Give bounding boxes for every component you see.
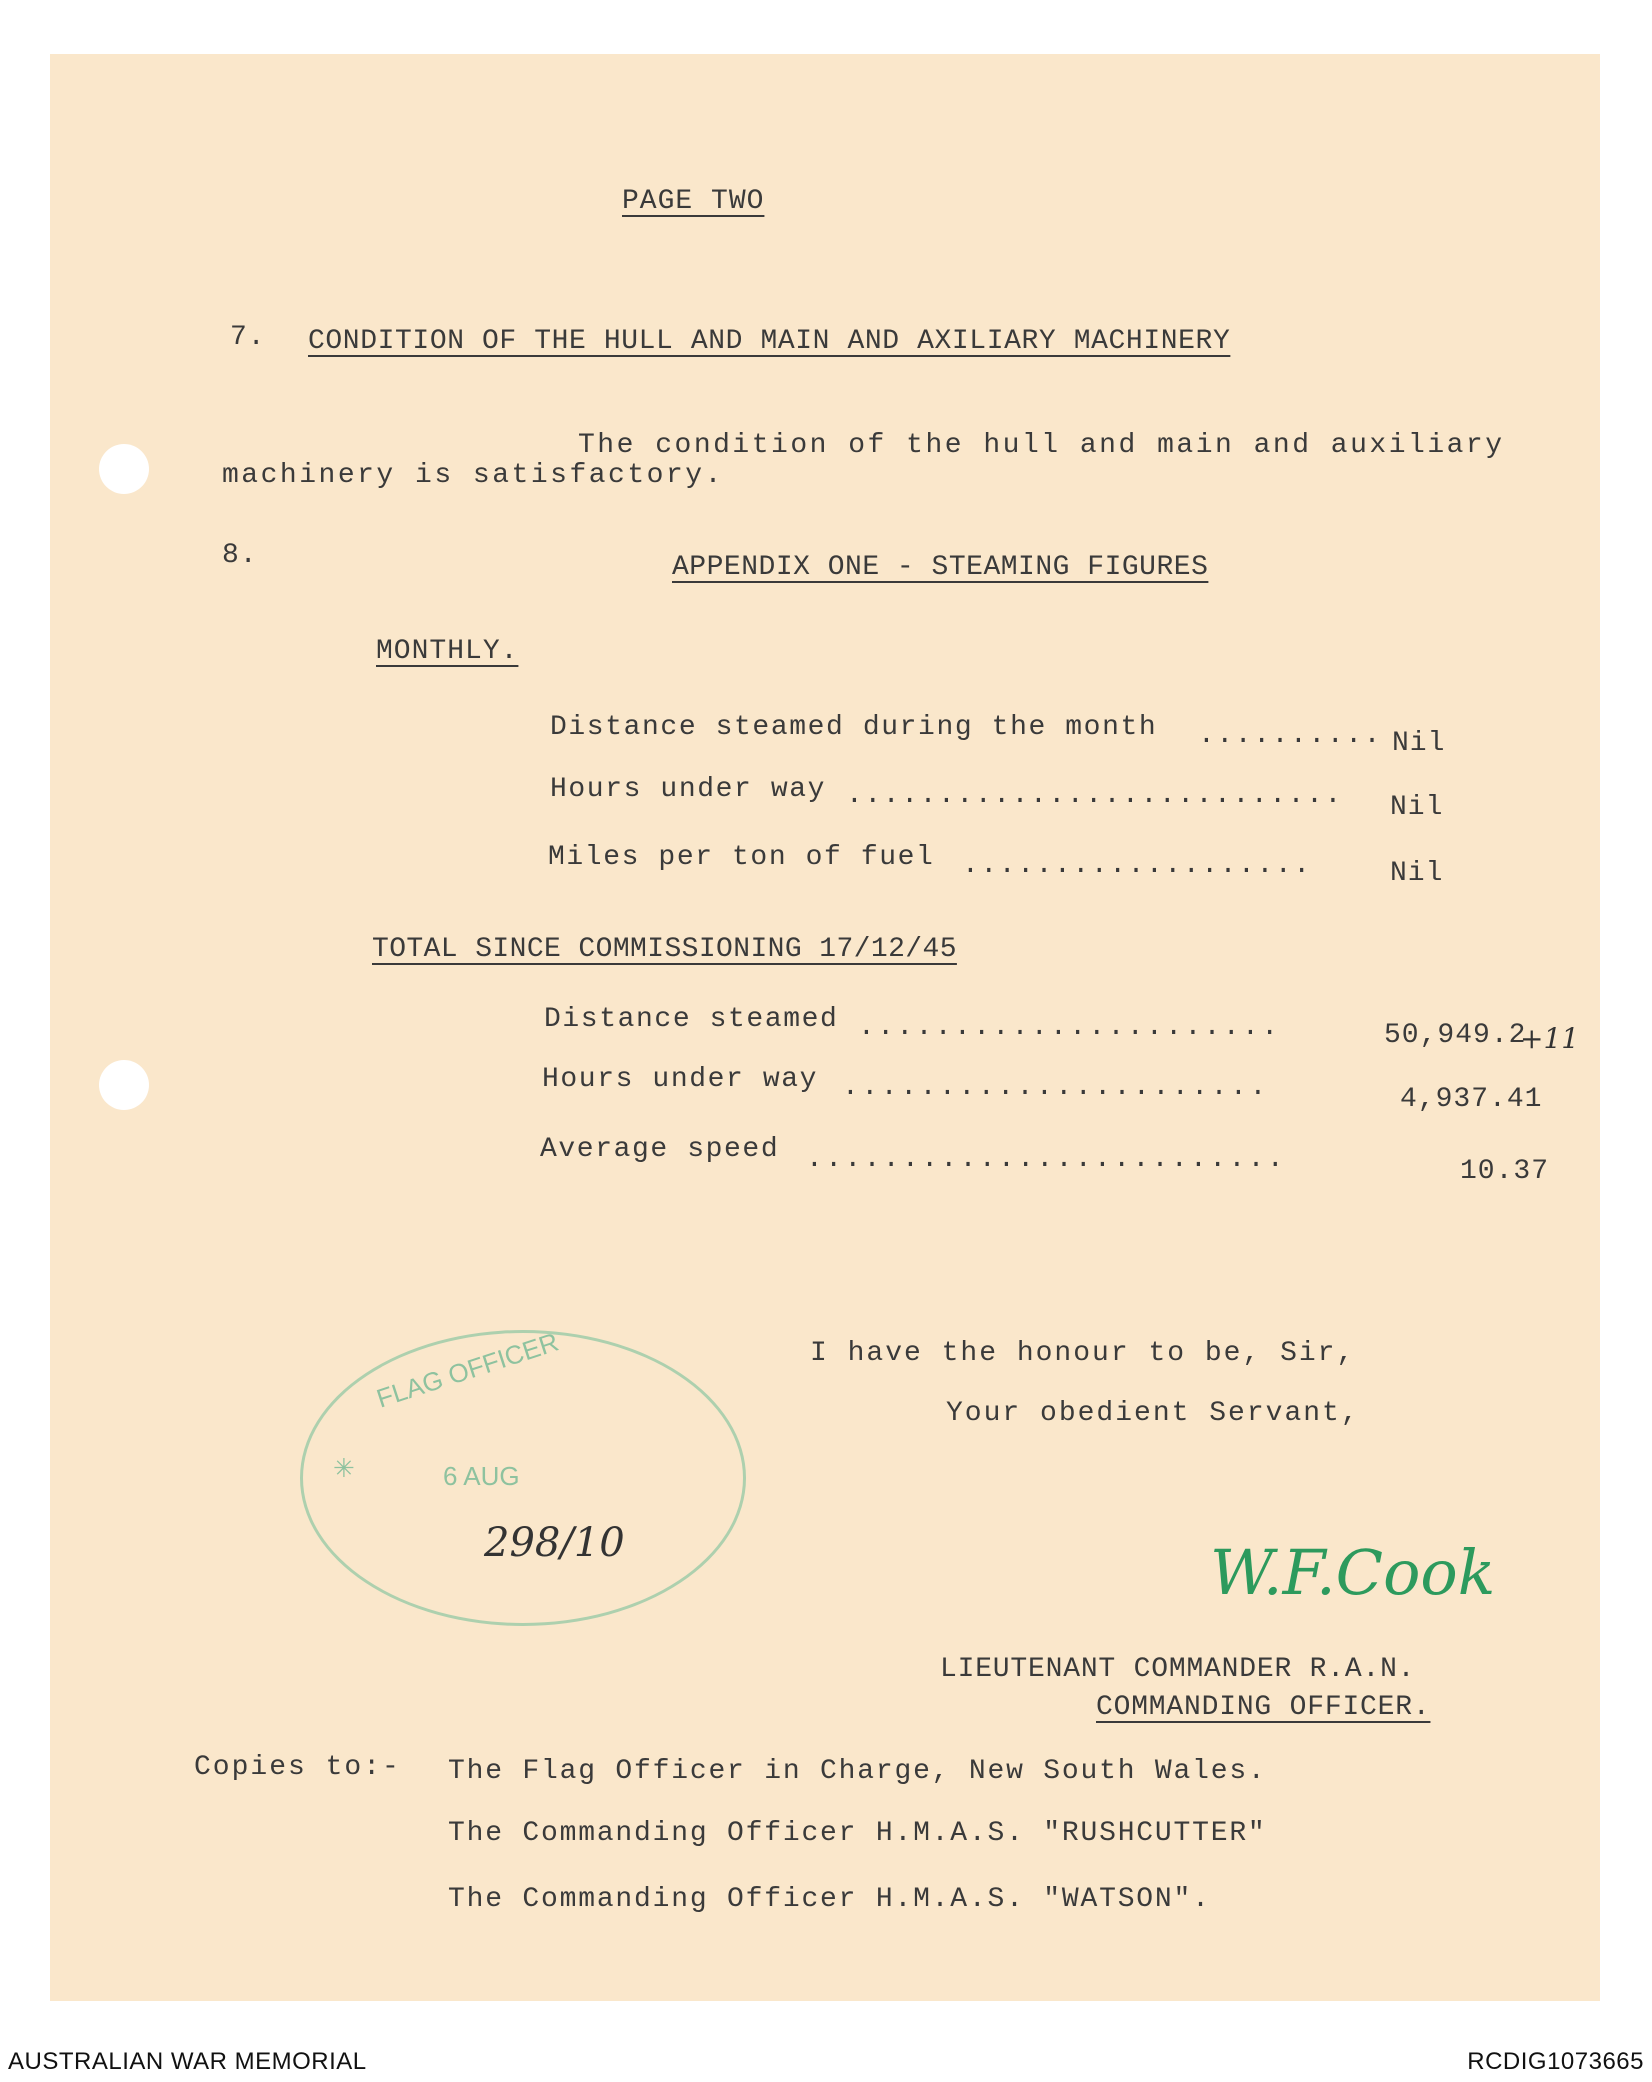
total-row-dots: ...................... [842,1072,1269,1103]
signature: W.F.Cook [1210,1536,1496,1609]
monthly-row-dots: ................... [962,850,1312,881]
monthly-title: MONTHLY. [376,636,519,667]
stamp-date: 6 AUG [443,1461,520,1491]
total-row-value: 4,937.41 [1400,1084,1543,1115]
footer-source: AUSTRALIAN WAR MEMORIAL [8,2048,367,2075]
total-row-label: Average speed [540,1134,780,1165]
copies-recipient: The Commanding Officer H.M.A.S. "RUSHCUTTER" [448,1818,1267,1849]
stamp-star: ✳ [333,1453,355,1483]
received-stamp [300,1326,746,1626]
total-row-value: 50,949.2 [1384,1020,1527,1051]
section-7-body-line1: The condition of the hull and main and auxiliary [578,430,1505,461]
monthly-row-value: Nil [1390,792,1444,823]
total-row-label: Distance steamed [544,1004,839,1035]
copies-recipient: The Commanding Officer H.M.A.S. "WATSON". [448,1884,1211,1915]
stamp-text: FLAG OFFICER [372,1326,563,1414]
copies-label: Copies to:- [194,1752,401,1783]
section-7-heading: CONDITION OF THE HULL AND MAIN AND AXILIARY MACHINERY [308,326,1231,357]
footer-id: RCDIG1073665 [1467,2048,1644,2075]
monthly-row-label: Hours under way [550,774,827,805]
section-7-body-line2: machinery is satisfactory. [222,460,724,491]
punch-hole-top [99,444,149,494]
signatory-role: COMMANDING OFFICER. [1096,1692,1431,1723]
total-title: TOTAL SINCE COMMISSIONING 17/12/45 [372,934,957,965]
distance-handwritten-annotation: +11 [1520,1022,1580,1055]
total-row-value: 10.37 [1460,1156,1550,1187]
monthly-row-value: Nil [1390,858,1444,889]
signatory-rank: LIEUTENANT COMMANDER R.A.N. [940,1654,1416,1685]
copies-recipient: The Flag Officer in Charge, New South Wales. [448,1756,1267,1787]
section-8-number: 8. [222,540,258,571]
total-row-dots: ......................... [806,1144,1287,1175]
stamp-handwritten-ref: 298/10 [484,1520,625,1566]
monthly-row-value: Nil [1392,728,1446,759]
monthly-row-dots: ........................... [846,780,1343,811]
monthly-row-label: Distance steamed during the month [550,712,1158,743]
section-7-number: 7. [230,322,266,353]
total-row-dots: ...................... [858,1012,1281,1043]
closing-line1: I have the honour to be, Sir, [810,1338,1356,1369]
page-label: PAGE TWO [622,186,765,217]
total-row-label: Hours under way [542,1064,819,1095]
closing-line2: Your obedient Servant, [946,1398,1360,1429]
monthly-row-dots: .......... [1198,720,1383,751]
section-8-heading: APPENDIX ONE - STEAMING FIGURES [672,552,1209,583]
punch-hole-bottom [99,1060,149,1110]
monthly-row-label: Miles per ton of fuel [548,842,935,873]
